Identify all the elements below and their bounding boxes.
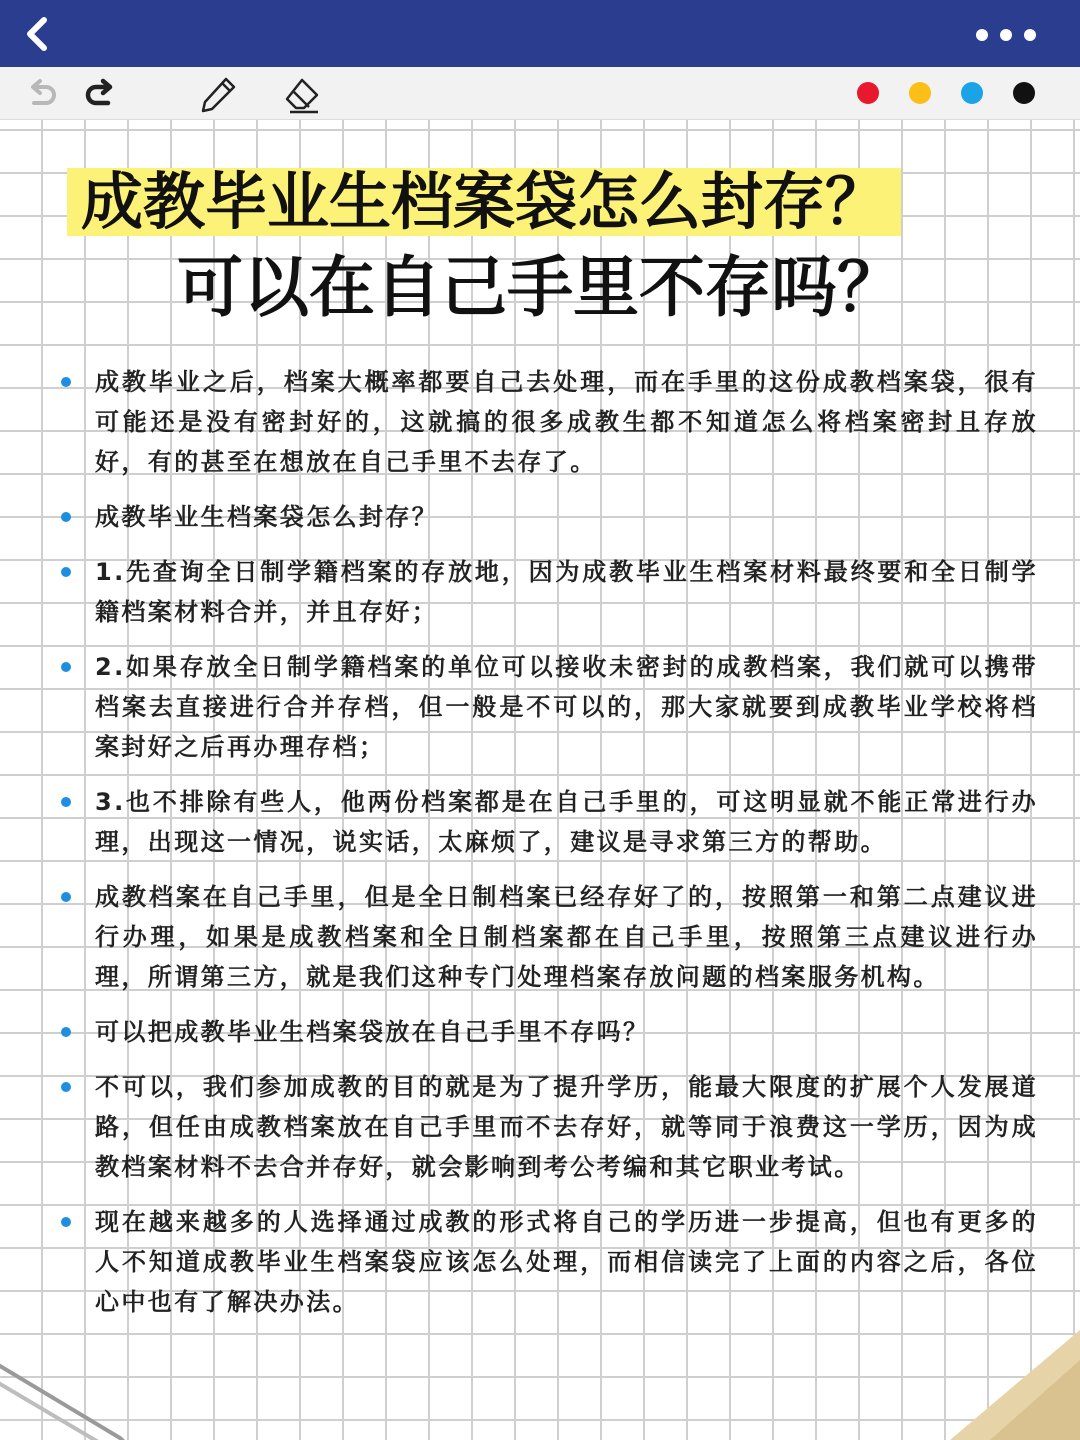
list-item — [58, 362, 1038, 482]
bullet-dot — [61, 567, 71, 577]
color-swatch-yellow[interactable] — [909, 82, 931, 104]
list-item-text: 1.先查询全日制学籍档案的存放地，因为成教毕业生档案材料最终要和全日制学籍档案材料合并，并且存好； — [95, 558, 1038, 626]
list-item — [58, 647, 1038, 767]
bullet-dot — [61, 1217, 71, 1227]
chevron-left-icon — [18, 14, 58, 54]
list-item — [58, 877, 1038, 997]
more-options-button[interactable] — [974, 24, 1044, 46]
list-item-text: 成教档案在自己手里，但是全日制档案已经存好了的，按照第一和第二点建议进行办理，如果是成教档案和全日制档案都在自己手里，按照第三点建议进行办理，所谓第三方，就是我们这种专门处理档案存放问题的档案服务机构。 — [95, 883, 1038, 991]
content-list — [58, 362, 1038, 1337]
bullet-dot — [61, 892, 71, 902]
bullet-dot — [61, 512, 71, 522]
title-line-2: 可以在自己手里不存吗？ — [177, 249, 903, 326]
bullet-dot — [61, 377, 71, 387]
pencil-button[interactable] — [198, 75, 238, 115]
more-horizontal-icon — [974, 24, 1044, 46]
drawing-toolbar — [0, 67, 1080, 120]
list-item-text: 3.也不排除有些人，他两份档案都是在自己手里的，可这明显就不能正常进行办理，出现这一情况，说实话，太麻烦了，建议是寻求第三方的帮助。 — [95, 788, 1038, 856]
list-item-text: 成教毕业生档案袋怎么封存？ — [95, 503, 439, 531]
bullet-dot — [61, 797, 71, 807]
list-item — [58, 1012, 1038, 1052]
list-item — [58, 497, 1038, 537]
pencil-icon — [198, 75, 238, 115]
list-item-text: 不可以，我们参加成教的目的就是为了提升学历，能最大限度的扩展个人发展道路，但任由成教档案放在自己手里而不去存好，就等同于浪费这一学历，因为成教档案材料不去合并存好，就会影响到考公考编和其它职业考试。 — [95, 1073, 1038, 1181]
paper-corner-decoration — [930, 1330, 1080, 1440]
list-item — [58, 552, 1038, 632]
redo-button[interactable] — [80, 75, 120, 115]
bullet-dot — [61, 662, 71, 672]
top-bar — [0, 0, 1080, 67]
list-item — [58, 1202, 1038, 1322]
bullet-dot — [61, 1027, 71, 1037]
eraser-icon — [282, 75, 322, 115]
undo-button[interactable] — [22, 75, 62, 115]
bullet-dot — [61, 1082, 71, 1092]
title-line-1: 成教毕业生档案袋怎么封存？ — [67, 168, 901, 236]
list-item — [58, 1067, 1038, 1187]
list-item — [58, 782, 1038, 862]
undo-icon — [22, 75, 62, 115]
color-swatch-blue[interactable] — [961, 82, 983, 104]
list-item-text: 2.如果存放全日制学籍档案的单位可以接收未密封的成教档案，我们就可以携带档案去直接进行合并存档，但一般是不可以的，那大家就要到成教毕业学校将档案封好之后再办理存档； — [95, 653, 1038, 761]
list-item-text: 现在越来越多的人选择通过成教的形式将自己的学历进一步提高，但也有更多的人不知道成教毕业生档案袋应该怎么处理，而相信读完了上面的内容之后，各位心中也有了解决办法。 — [95, 1208, 1038, 1316]
paperclip-decoration — [0, 1320, 140, 1440]
redo-icon — [80, 75, 120, 115]
eraser-button[interactable] — [282, 75, 322, 115]
list-item-text: 成教毕业之后，档案大概率都要自己去处理，而在手里的这份成教档案袋，很有可能还是没有密封好的，这就搞的很多成教生都不知道怎么将档案密封且存放好，有的甚至在想放在自己手里不去存了。 — [95, 368, 1038, 476]
list-item-text: 可以把成教毕业生档案袋放在自己手里不存吗？ — [95, 1018, 650, 1046]
back-button[interactable] — [18, 14, 58, 54]
color-swatch-red[interactable] — [857, 82, 879, 104]
color-swatch-black[interactable] — [1013, 82, 1035, 104]
